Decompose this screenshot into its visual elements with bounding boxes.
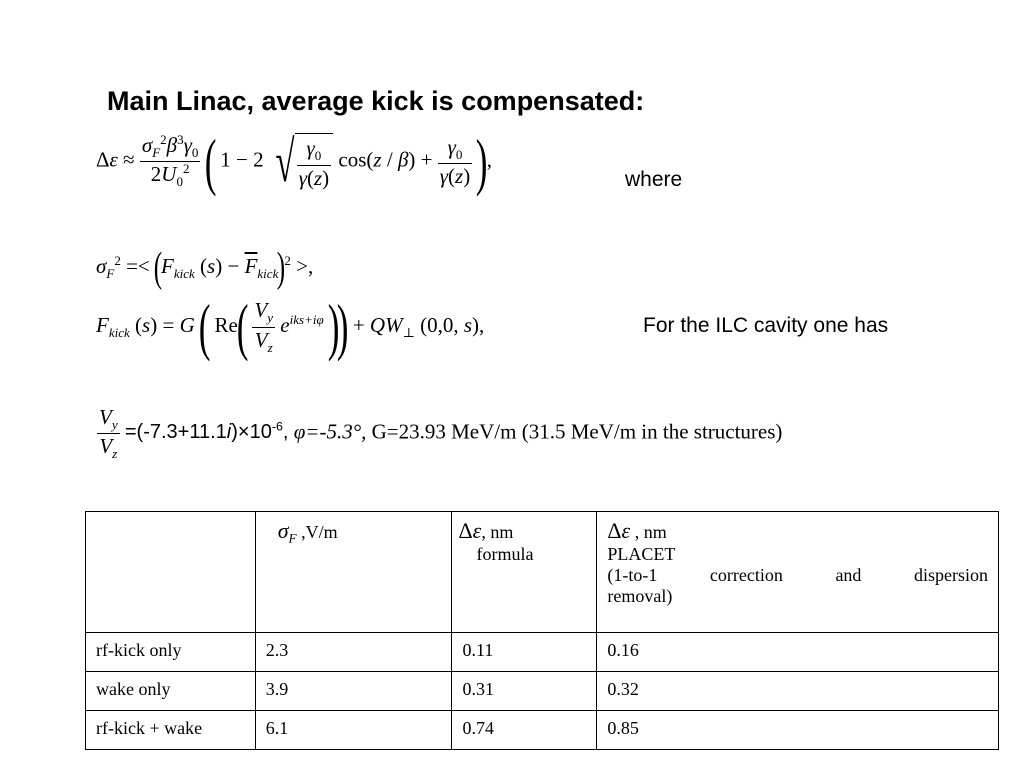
header-delta-eps-placet: Δε , nm PLACET (1-to-1 correction and dispersion removal) [597, 512, 999, 633]
table-row: rf-kick only 2.3 0.11 0.16 [86, 633, 999, 672]
table-row: wake only 3.9 0.31 0.32 [86, 672, 999, 711]
vy-vz-fraction: $\frac{V_y}{V_z}$ [99, 405, 118, 462]
ratio-values-line: $\frac{V_y}{V_z}$ $=(-7.3+11.1i)\times 10^{-6}$, φ=-5.3°, G=23.93 MeV/m (31.5 MeV/m in the structures) [99, 405, 783, 462]
slide-title: Main Linac, average kick is compensated: [107, 86, 645, 116]
results-table [85, 511, 999, 750]
equation-delta-epsilon: Δε ≈ $\frac{\sigma_F^2\beta^3\gamma_0}{2U_0^2}$ ( 1 − 2 √ $\frac{\gamma_0}{\gamma(z)}$ cos(z / β) + $\frac{\gamma_0}{\gamma(z)}$ ), [96, 125, 493, 197]
equation-sigma-f: $\sigma_F^2 =< (F_{kick}$ $(s) - \overline{F}_{kick})^2$ >, [96, 245, 314, 291]
header-sigma-f: $\sigma_F$ ,V/m [255, 512, 452, 633]
phi-value: φ=-5.3°, [293, 419, 367, 444]
g-value: G=23.93 MeV/m (31.5 MeV/m in the structures) [371, 419, 783, 444]
header-empty-cell [86, 512, 256, 633]
ilc-cavity-label: For the ILC cavity one has [643, 314, 889, 337]
header-delta-eps-formula: Δε, nm formula [452, 512, 597, 633]
ratio-value: (-7.3+11.1 [136, 421, 227, 444]
where-label: where [625, 168, 683, 191]
table-row: rf-kick + wake 6.1 0.74 0.85 [86, 711, 999, 750]
table-header-row [86, 512, 999, 633]
equation-f-kick: $F_{kick}$ (s) = G ( Re( $\frac{V_y}{V_z}$ $e^{iks+i\varphi}$ )) + $QW_\perp$ (0,0, s), [96, 291, 485, 362]
